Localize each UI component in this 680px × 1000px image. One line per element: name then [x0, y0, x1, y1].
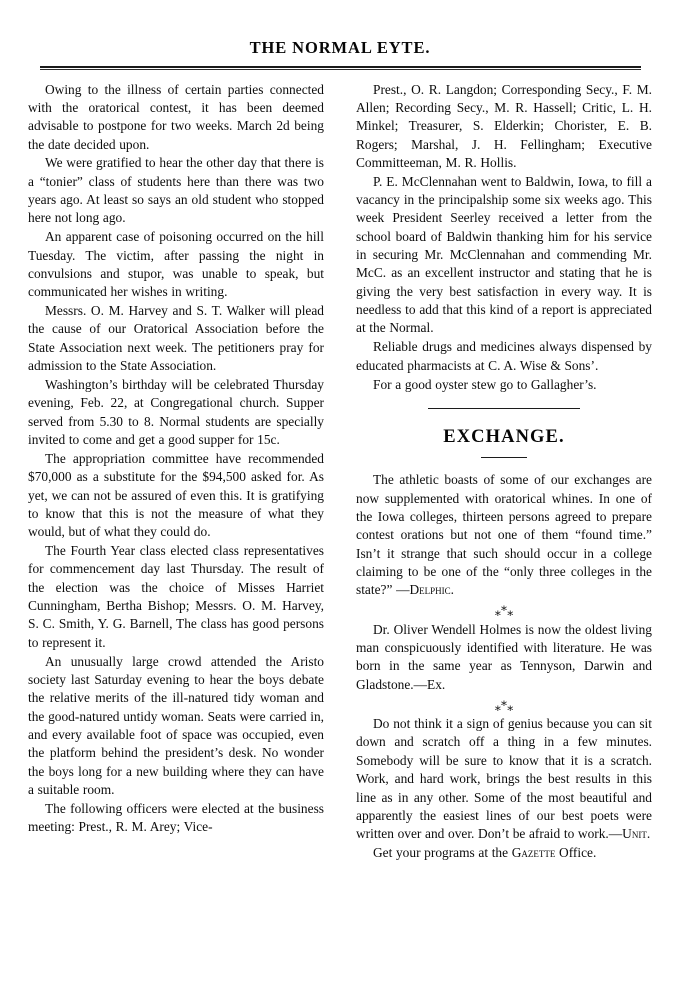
section-top-rule: [428, 408, 580, 409]
asterisk-top-icon: ∗: [499, 601, 509, 616]
paragraph: P. E. McClennahan went to Baldwin, Iowa, to fill a vacancy in the principalship some six weeks ago. This week President Seerley received a letter from the school board of Baldwin thanking him for his service in securing Mr. McClennahan and commending Mr. McC. as an excellent instructor and stating that he is giving the very best satisfaction in every way. It is needless to add that this kind of a report is appreciated at the Normal.: [356, 173, 652, 336]
paragraph: Washington’s birthday will be celebrated Thursday evening, Feb. 22, at Congregational church. Supper served from 5.30 to 8. Normal students are specially invited to come and get a good supper for 15c.: [28, 377, 324, 448]
gazette-name: Gazette: [511, 845, 556, 861]
section-title: EXCHANGE.: [443, 426, 565, 447]
paragraph: Owing to the illness of certain parties connected with the oratorical contest, it has been deemed advisable to postpone for two weeks. March 2d being the date decided upon.: [28, 81, 324, 152]
right-column: [356, 81, 652, 863]
asterisk-top-icon: ∗: [499, 695, 509, 710]
exchange-item: [356, 715, 652, 843]
exchange-item: [356, 471, 652, 599]
attribution-period: .: [450, 582, 454, 598]
paragraph: Messrs. O. M. Harvey and S. T. Walker will plead the cause of our Oratorical Association before the State Association next week. The petitioners pray for admission to the State Association.: [28, 303, 324, 374]
exchange-item-text: Do not think it a sign of genius because you can sit down and scratch off a thing in a few minutes. Somebody will be sure to know that it is a scratch. Work, and hard work, brings the best results in this line as in any other. Some of the most beautiful and apparently the easiest lines of our best poets were written over and over. Don’t be afraid to work.: [356, 716, 652, 842]
asterisk-left-icon: ∗: [493, 606, 502, 621]
asterism-divider: [356, 603, 652, 620]
attribution-dash: —: [608, 826, 623, 842]
asterisk-left-icon: ∗: [493, 700, 502, 715]
asterism-divider: [356, 697, 652, 714]
paragraph: The appropriation committee have recommended $70,000 as a substitute for the $94,500 asked for. As yet, we can not be assured of even this. It is gratifying to know that this is not the measure of what they would, but of what they could do.: [28, 450, 324, 540]
paragraph: An apparent case of poisoning occurred on the hill Tuesday. The victim, after passing the night in convulsions and stupor, was unable to speak, but communicated her wishes in writing.: [28, 229, 324, 300]
exchange-item: [356, 621, 652, 694]
attribution-source: Delphic: [409, 582, 451, 598]
attribution-source: Unit: [622, 826, 647, 842]
paragraph: We were gratified to hear the other day that there is a “tonier” class of students here than there was two years ago. At least so says an old student who stopped here not long ago.: [28, 155, 324, 226]
exchange-item-text: Dr. Oliver Wendell Holmes is now the oldest living man conspicuously identified with literature. He was born in the same year as Tennyson, Darwin and Gladstone.—Ex.: [356, 621, 652, 692]
paragraph: The Fourth Year class elected class representatives for commencement day last Thursday. The result of the election was the choice of Misses Harriet Cunningham, Bertha Bishop; Messrs. O. M. Harvey, S. C. Smith, Y. G. Barnell, The class has good persons to represent it.: [28, 543, 324, 650]
exchange-item-text: The athletic boasts of some of our exchanges are now supplemented with oratorical whines. In one of the Iowa colleges, thirteen persons agreed to prepare contest orations but not one of them “found time.” Isn’t it strange that such should occur in a college claiming to be one of the “only three colleges in the state?”: [356, 472, 652, 598]
header-divider-rule: [40, 66, 641, 70]
two-column-body: [28, 81, 652, 863]
paragraph: Reliable drugs and medicines always dispensed by educated pharmacists at C. A. Wise & Sons’.: [356, 339, 652, 373]
paragraph: For a good oyster stew go to Gallagher’s.: [373, 376, 597, 392]
exchange-section-header: [356, 408, 652, 459]
paragraph-continued-from-previous-column: Prest., O. R. Langdon; Corresponding Secy., F. M. Allen; Recording Secy., M. R. Hassell; Critic, L. H. Minkel; Treasurer, S. Elderkin; Chorister, E. B. Rogers; Marshal, J. H. Fellingham; Executive Committeeman, M. R. Hollis.: [356, 81, 652, 170]
left-column: [28, 81, 324, 863]
closing-text-after: Office.: [555, 845, 597, 861]
section-bottom-rule: [481, 457, 527, 458]
attribution-dash: —: [396, 582, 410, 598]
asterisk-right-icon: ∗: [506, 700, 515, 715]
closing-text-before: Get your programs at the: [373, 845, 512, 861]
paragraph: An unusually large crowd attended the Aristo society last Saturday evening to hear the boys debate the relative merits of the ill-natured tidy woman and the good-natured untidy woman. Seats were carried in, and every available foot of space was occupied, even the platform behind the president’s desk. No wonder the boys long for a new building where they can have a suitable room.: [28, 653, 324, 798]
closing-advertisement-line: [356, 844, 652, 862]
paragraph-continued-in-next-column: The following officers were elected at the business meeting: Prest., R. M. Arey; Vice-: [28, 800, 324, 835]
running-head: THE NORMAL EYTE.: [249, 38, 431, 57]
attribution-period: .: [646, 826, 651, 842]
asterisk-right-icon: ∗: [506, 606, 515, 621]
